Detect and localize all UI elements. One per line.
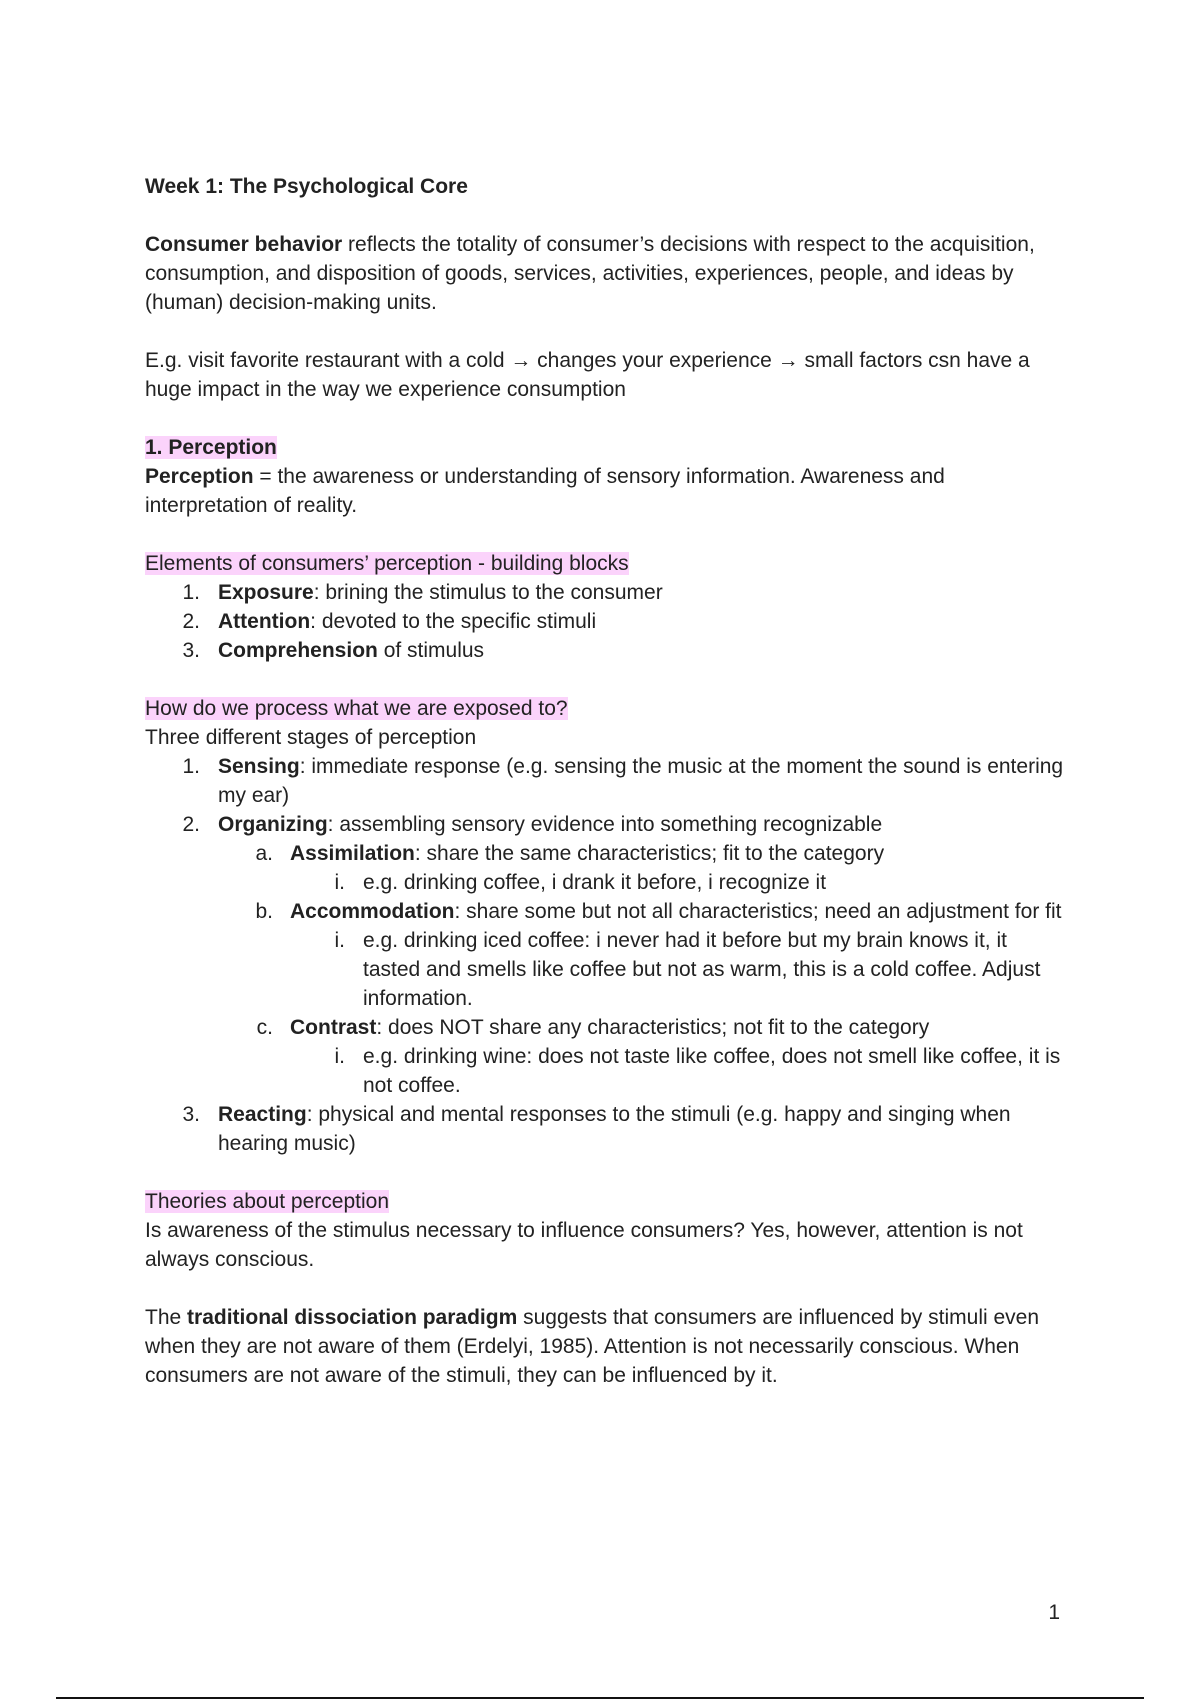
list-text: : assembling sensory evidence into something recognizable — [327, 813, 883, 836]
list-text: : devoted to the specific stimuli — [310, 610, 597, 633]
list-number: 3. — [182, 1103, 200, 1126]
list-item — [145, 636, 1065, 665]
intro-paragraph — [145, 230, 1065, 317]
process-heading-text: How do we process what we are exposed to? — [145, 697, 568, 720]
list-item-accommodation-example — [145, 926, 1065, 1013]
list-text: e.g. drinking coffee, i drank it before, i recognize it — [363, 871, 827, 894]
theories-heading-text: Theories about perception — [145, 1190, 389, 1213]
example-paragraph: E.g. visit favorite restaurant with a cold → changes your experience → small factors csn have a huge impact in the way we experience consumption — [145, 349, 1030, 401]
list-term: Contrast — [290, 1016, 377, 1039]
page-title: Week 1: The Psychological Core — [145, 175, 468, 198]
list-number: 3. — [182, 639, 200, 662]
list-number: 2. — [182, 610, 200, 633]
perception-heading — [145, 433, 1065, 462]
paradigm-pre: The — [145, 1306, 188, 1329]
list-item-assimilation — [145, 839, 1065, 868]
list-item-contrast — [145, 1013, 1065, 1042]
document-body — [145, 172, 1065, 1390]
perception-heading-text: 1. Perception — [145, 436, 277, 459]
theories-text: Is awareness of the stimulus necessary to influence consumers? Yes, however, attention is not always conscious. — [145, 1219, 1023, 1271]
list-item — [145, 607, 1065, 636]
paradigm-paragraph — [145, 1303, 1065, 1390]
list-item-accommodation — [145, 897, 1065, 926]
perception-definition — [145, 462, 1065, 520]
list-text: : share some but not all characteristics; need an adjustment for fit — [454, 900, 1062, 923]
perception-def-text: = the awareness or understanding of sensory information. Awareness and interpretation of reality. — [145, 465, 945, 517]
list-item-assimilation-example — [145, 868, 1065, 897]
list-number: i. — [334, 929, 345, 952]
list-text: : brining the stimulus to the consumer — [313, 581, 663, 604]
list-text: : share the same characteristics; fit to the category — [414, 842, 885, 865]
list-term: Accommodation — [290, 900, 455, 923]
list-number: 2. — [182, 813, 200, 836]
paradigm-text: suggests that consumers are influenced by stimuli even when they are not aware of them (Erdelyi, 1985). Attention is not necessarily conscious. When consumers are not aware of the stimuli, they can be influenced by it. — [145, 1306, 1040, 1387]
list-term: Comprehension — [218, 639, 378, 662]
list-number: c. — [256, 1016, 273, 1039]
list-term: Reacting — [218, 1103, 307, 1126]
list-number: i. — [334, 871, 345, 894]
process-heading — [145, 694, 1065, 723]
list-term: Exposure — [218, 581, 314, 604]
list-item-contrast-example — [145, 1042, 1065, 1100]
list-term: Organizing — [218, 813, 328, 836]
elements-heading — [145, 549, 1065, 578]
list-term: Assimilation — [290, 842, 415, 865]
list-number: i. — [334, 1045, 345, 1068]
elements-heading-text: Elements of consumers’ perception - building blocks — [145, 552, 629, 575]
theories-heading — [145, 1187, 1065, 1216]
list-text: : immediate response (e.g. sensing the music at the moment the sound is entering my ear) — [218, 755, 1064, 807]
list-number: b. — [255, 900, 273, 923]
list-number: 1. — [182, 755, 200, 778]
paradigm-term: traditional dissociation paradigm — [187, 1306, 518, 1329]
list-number: 1. — [182, 581, 200, 604]
list-text: e.g. drinking iced coffee: i never had it before but my brain knows it, it tasted and smells like coffee but not as warm, this is a cold coffee. Adjust information. — [363, 929, 1041, 1010]
list-item-sensing — [145, 752, 1065, 810]
intro-text: reflects the totality of consumer’s decisions with respect to the acquisition, consumption, and disposition of goods, services, activities, experiences, people, and ideas by (human) decision-making units. — [145, 233, 1035, 314]
list-text: of stimulus — [377, 639, 485, 662]
list-item-organizing — [145, 810, 1065, 839]
page-divider — [56, 1697, 1144, 1699]
list-item-reacting — [145, 1100, 1065, 1158]
list-term: Sensing — [218, 755, 300, 778]
list-text: : does NOT share any characteristics; not fit to the category — [376, 1016, 930, 1039]
process-intro: Three different stages of perception — [145, 726, 477, 749]
perception-def-term: Perception — [145, 465, 254, 488]
list-term: Attention — [218, 610, 311, 633]
intro-term: Consumer behavior — [145, 233, 343, 256]
page-number: 1 — [1048, 1601, 1060, 1624]
list-item — [145, 578, 1065, 607]
list-text: : physical and mental responses to the stimuli (e.g. happy and singing when hearing music) — [218, 1103, 1011, 1155]
list-text: e.g. drinking wine: does not taste like coffee, does not smell like coffee, it is not coffee. — [363, 1045, 1061, 1097]
list-number: a. — [255, 842, 273, 865]
